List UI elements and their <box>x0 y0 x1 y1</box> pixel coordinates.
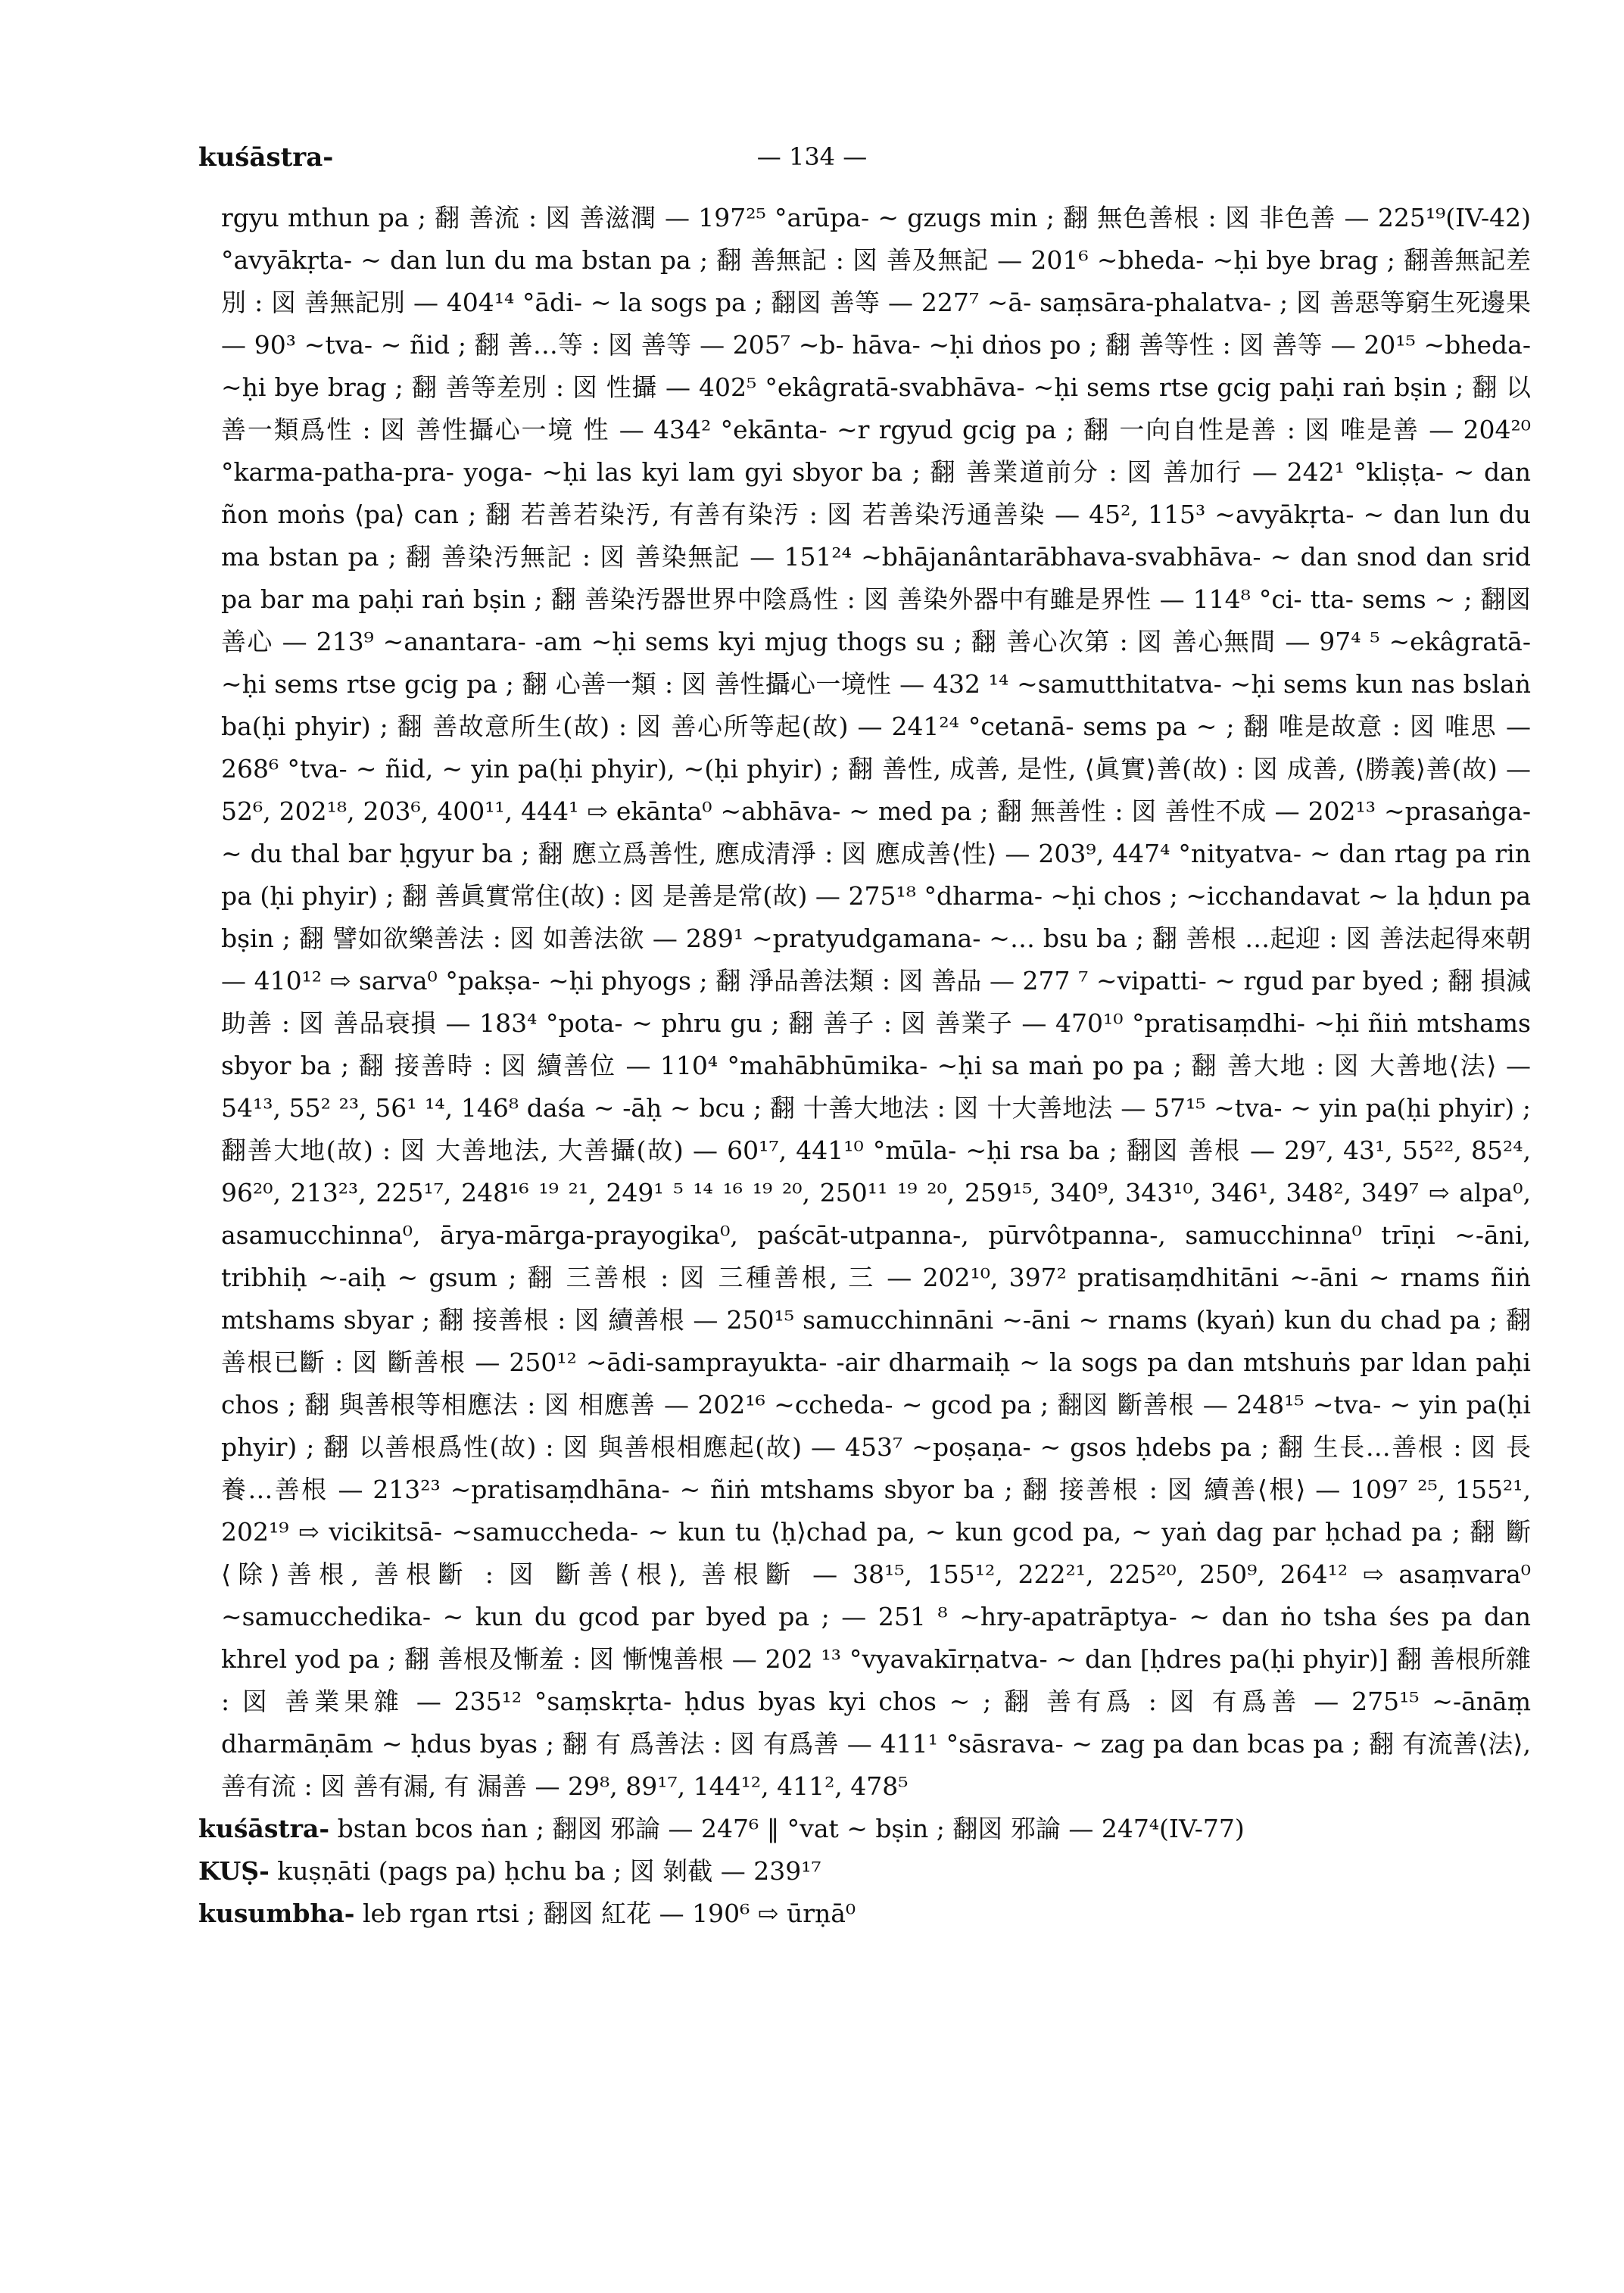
entry-list <box>198 1808 1531 1935</box>
entry-headword: kuśāstra- <box>198 1814 330 1843</box>
running-head: kuśāstra- <box>198 142 334 173</box>
entry-headword: kusumbha- <box>198 1899 355 1928</box>
entry-text: leb rgan rtsi ; 翻図 紅花 — 190⁶ ⇨ ūrṇā⁰ <box>354 1899 856 1928</box>
dictionary-entry <box>198 1808 1531 1850</box>
entry-headword: KUṢ- <box>198 1856 270 1886</box>
dictionary-entry <box>198 1850 1531 1893</box>
dictionary-body <box>198 197 1531 1935</box>
entry-text: kuṣṇāti (pags pa) ḥchu ba ; 図 剝截 — 239¹⁷ <box>269 1856 821 1886</box>
entry-continuation: rgyu mthun pa ; 翻 善流 : 図 善滋潤 — 197²⁵ °arūpa- ~ gzugs min ; 翻 無色善根 : 図 非色善 — 225¹⁹(IV-42) °avyākṛta- ~ dan lun du ma bstan pa ; 翻 善無記 : 図 善及無記 — 201⁶ ~bheda- ~ḥi bye brag ; 翻善無記差別 : 図 善無記別 — 404¹⁴ °ādi- ~ la sogs pa ; 翻図 善等 — 227⁷ ~ā- saṃsāra-phalatva- ; 図 善惡等窮生死邊果 — 90³ ~tva- ~ ñid ; 翻 善…等 : 図 善等 — 205⁷ ~b- hāva- ~ḥi dṅos po ; 翻 善等性 : 図 善等 — 20¹⁵ ~bheda- ~ḥi bye brag ; 翻 善等差別 : 図 性攝 — 402⁵ °ekâgratā-svabhāva- ~ḥi sems rtse gcig paḥi raṅ bṣin ; 翻 以善一類爲性 : 図 善性攝心一境 性 — 434² °ekānta- ~r rgyud gcig pa ; 翻 一向自性是善 : 図 唯是善 — 204²⁰ °karma-patha-pra- yoga- ~ḥi las kyi lam gyi sbyor ba ; 翻 善業道前分 : 図 善加行 — 242¹ °kliṣṭa- ~ dan ñon moṅs ⟨pa⟩ can ; 翻 若善若染汚, 有善有染汚 : 図 若善染汚通善染 — 45², 115³ ~avyākṛta- ~ dan lun du ma bstan pa ; 翻 善染汚無記 : 図 善染無記 — 151²⁴ ~bhājanântarābhava-svabhāva- ~ dan snod dan srid pa bar ma paḥi raṅ bṣin ; 翻 善染汚器世界中陰爲性 : 図 善染外器中有雖是界性 — 114⁸ °ci- tta- sems ~ ; 翻図 善心 — 213⁹ ~anantara- -am ~ḥi sems kyi mjug thogs su ; 翻 善心次第 : 図 善心無間 — 97⁴ ⁵ ~ekâgratā- ~ḥi sems rtse gcig pa ; 翻 心善一類 : 図 善性攝心一境性 — 432 ¹⁴ ~samutthitatva- ~ḥi sems kun nas bslaṅ ba(ḥi phyir) ; 翻 善故意所生(故) : 図 善心所等起(故) — 241²⁴ °cetanā- sems pa ~ ; 翻 唯是故意 : 図 唯思 — 268⁶ °tva- ~ ñid, ~ yin pa(ḥi phyir), ~(ḥi phyir) ; 翻 善性, 成善, 是性, ⟨眞實⟩善(故) : 図 成善, ⟨勝義⟩善(故) — 52⁶, 202¹⁸, 203⁶, 400¹¹, 444¹ ⇨ ekānta⁰ ~abhāva- ~ med pa ; 翻 無善性 : 図 善性不成 — 202¹³ ~prasaṅga- ~ du thal bar ḥgyur ba ; 翻 應立爲善性, 應成清淨 : 図 應成善⟨性⟩ — 203⁹, 447⁴ °nityatva- ~ dan rtag pa rin pa (ḥi phyir) ; 翻 善眞實常住(故) : 図 是善是常(故) — 275¹⁸ °dharma- ~ḥi chos ; ~icchandavat ~ la ḥdun pa bṣin ; 翻 譬如欲樂善法 : 図 如善法欲 — 289¹ ~pratyudgamana- ~… bsu ba ; 翻 善根 …起迎 : 図 善法起得來朝 — 410¹² ⇨ sarva⁰ °pakṣa- ~ḥi phyogs ; 翻 淨品善法類 : 図 善品 — 277 ⁷ ~vipatti- ~ rgud par byed ; 翻 損減助善 : 図 善品衰損 — 183⁴ °pota- ~ phru gu ; 翻 善子 : 図 善業子 — 470¹⁰ °pratisaṃdhi- ~ḥi ñiṅ mtshams sbyor ba ; 翻 接善時 : 図 續善位 — 110⁴ °mahābhūmika- ~ḥi sa maṅ po pa ; 翻 善大地 : 図 大善地⟨法⟩ — 54¹³, 55² ²³, 56¹ ¹⁴, 146⁸ daśa ~ -āḥ ~ bcu ; 翻 十善大地法 : 図 十大善地法 — 57¹⁵ ~tva- ~ yin pa(ḥi phyir) ; 翻善大地(故) : 図 大善地法, 大善攝(故) — 60¹⁷, 441¹⁰ °mūla- ~ḥi rsa ba ; 翻図 善根 — 29⁷, 43¹, 55²², 85²⁴, 96²⁰, 213²³, 225¹⁷, 248¹⁶ ¹⁹ ²¹, 249¹ ⁵ ¹⁴ ¹⁶ ¹⁹ ²⁰, 250¹¹ ¹⁹ ²⁰, 259¹⁵, 340⁹, 343¹⁰, 346¹, 348², 349⁷ ⇨ alpa⁰, asamucchinna⁰, ārya-mārga-prayogika⁰, paścāt-utpanna-, pūrvôtpanna-, samucchinna⁰ trīṇi ~-āni, tribhiḥ ~-aiḥ ~ gsum ; 翻 三善根 : 図 三種善根, 三 — 202¹⁰, 397² pratisaṃdhitāni ~-āni ~ rnams ñiṅ mtshams sbyar ; 翻 接善根 : 図 續善根 — 250¹⁵ samucchinnāni ~-āni ~ rnams (kyaṅ) kun du chad pa ; 翻 善根已斷 : 図 斷善根 — 250¹² ~ādi-samprayukta- -air dharmaiḥ ~ la sogs pa dan mtshuṅs par ldan paḥi chos ; 翻 與善根等相應法 : 図 相應善 — 202¹⁶ ~ccheda- ~ gcod pa ; 翻図 斷善根 — 248¹⁵ ~tva- ~ yin pa(ḥi phyir) ; 翻 以善根爲性(故) : 図 與善根相應起(故) — 453⁷ ~poṣaṇa- ~ gsos ḥdebs pa ; 翻 生長…善根 : 図 長養…善根 — 213²³ ~pratisaṃdhāna- ~ ñiṅ mtshams sbyor ba ; 翻 接善根 : 図 續善⟨根⟩ — 109⁷ ²⁵, 155²¹, 202¹⁹ ⇨ vicikitsā- ~samuccheda- ~ kun tu ⟨ḥ⟩chad pa, ~ kun gcod pa, ~ yaṅ dag par ḥchad pa ; 翻 斷⟨除⟩善根, 善根斷 : 図 斷善⟨根⟩, 善根斷 — 38¹⁵, 155¹², 222²¹, 225²⁰, 250⁹, 264¹² ⇨ asaṃvara⁰ ~samucchedika- ~ kun du gcod par byed pa ; — 251 ⁸ ~hry-apatrāptya- ~ dan ṅo tsha śes pa dan khrel yod pa ; 翻 善根及慚羞 : 図 慚愧善根 — 202 ¹³ °vyavakīrṇatva- ~ dan [ḥdres pa(ḥi phyir)] 翻 善根所雜 : 図 善業果雜 — 235¹² °saṃskṛta- ḥdus byas kyi chos ~ ; 翻 善有爲 : 図 有爲善 — 275¹⁵ ~-ānāṃ dharmāṇām ~ ḥdus byas ; 翻 有 爲善法 : 図 有爲善 — 411¹ °sāsrava- ~ zag pa dan bcas pa ; 翻 有流善⟨法⟩, 善有流 : 図 善有漏, 有 漏善 — 29⁸, 89¹⁷, 144¹², 411², 478⁵ <box>221 203 1531 1801</box>
dictionary-entry <box>198 1893 1531 1935</box>
page-header <box>198 142 1426 180</box>
page-number: — 134 — <box>756 142 868 171</box>
entry-text: bstan bcos ṅan ; 翻図 邪論 — 247⁶ ‖ °vat ~ bṣin ; 翻図 邪論 — 247⁴(IV-77) <box>329 1814 1245 1843</box>
